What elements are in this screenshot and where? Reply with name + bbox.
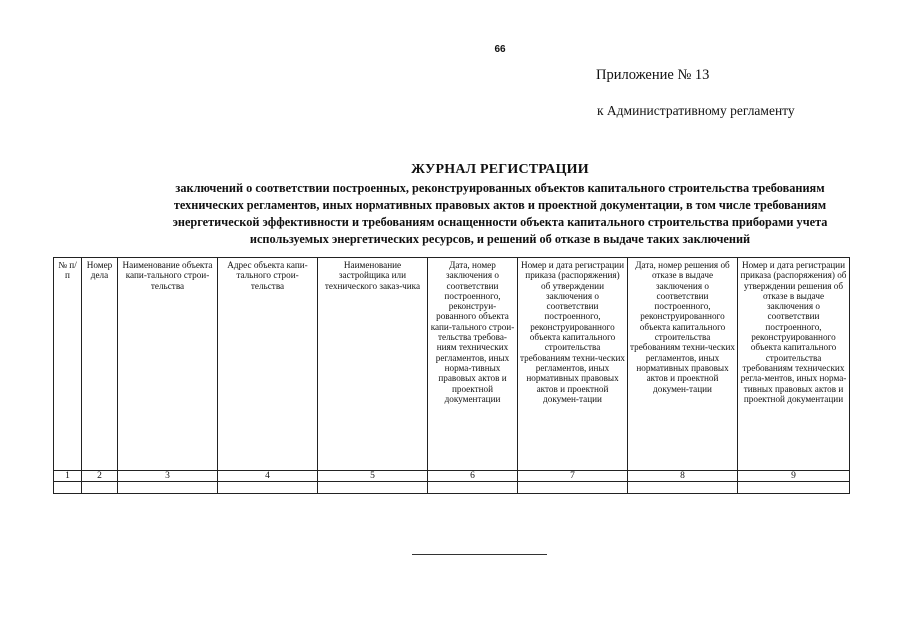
empty-cell (428, 482, 518, 494)
header-cell-index: № п/п (54, 258, 82, 471)
registration-journal-table (53, 257, 850, 494)
column-number: 1 (54, 471, 82, 482)
column-number: 9 (738, 471, 850, 482)
regulation-reference: к Административному регламенту (597, 103, 795, 118)
page-number: 66 (494, 44, 506, 55)
column-number: 3 (118, 471, 218, 482)
header-cell-developer: Наименование застройщика или технического заказ-чика (318, 258, 428, 471)
header-cell-object-address: Адрес объекта капи-тального строи-тельства (218, 258, 318, 471)
subtitle-line: используемых энергетических ресурсов, и решений об отказе в выдаче таких заключений (249, 232, 751, 246)
appendix-label: Приложение № 13 (596, 67, 710, 83)
empty-cell (54, 482, 82, 494)
subtitle-line: технических регламентов, иных нормативных правовых актов и проектной документации, в том числе требованиям (173, 198, 827, 212)
column-number: 6 (428, 471, 518, 482)
empty-cell (318, 482, 428, 494)
empty-cell (118, 482, 218, 494)
header-cell-conclusion-date: Дата, номер заключения о соответствии построенного, реконструи-рованного объекта капи-тального строи-тельства требова-ниям технических регламентов, иных норма-тивных правовых актов и проектной документации (428, 258, 518, 471)
column-number: 5 (318, 471, 428, 482)
document-subtitle (120, 180, 880, 248)
header-cell-refusal-decision: Дата, номер решения об отказе в выдаче заключения о соответствии построенного, реконструированного объекта капитального строительства требованиям техни-ческих регламентов, иных нормативных правовых актов и проектной докумен-тации (628, 258, 738, 471)
empty-cell (518, 482, 628, 494)
column-number: 4 (218, 471, 318, 482)
header-cell-refusal-order: Номер и дата регистрации приказа (распоряжения) об утверждении решения об отказе в выдаче заключения о соответствии построенного, реконструированного объекта капитального строительства требованиям технических регла-ментов, иных норма-тивных правовых актов и проектной документации (738, 258, 850, 471)
header-cell-order-approval: Номер и дата регистрации приказа (распоряжения) об утверждении заключения о соответствии построенного, реконструированного объекта капитального строительства требованиям техни-ческих регламентов, иных нормативных правовых актов и проектной докумен-тации (518, 258, 628, 471)
column-number: 7 (518, 471, 628, 482)
empty-entry-row (54, 482, 850, 494)
footer-divider (412, 554, 547, 555)
subtitle-line: энергетической эффективности и требованиям оснащенности объекта капитального строительства приборами учета (172, 215, 828, 229)
column-number: 8 (628, 471, 738, 482)
subtitle-line: заключений о соответствии построенных, реконструированных объектов капитального строительства требованиям (175, 181, 825, 195)
empty-cell (82, 482, 118, 494)
column-number: 2 (82, 471, 118, 482)
table-header-row (54, 258, 850, 471)
document-title: ЖУРНАЛ РЕГИСТРАЦИИ (411, 162, 589, 177)
header-cell-object-name: Наименование объекта капи-тального строи-тельства (118, 258, 218, 471)
empty-cell (218, 482, 318, 494)
empty-cell (628, 482, 738, 494)
header-cell-case-number: Номер дела (82, 258, 118, 471)
empty-cell (738, 482, 850, 494)
column-number-row (54, 471, 850, 482)
